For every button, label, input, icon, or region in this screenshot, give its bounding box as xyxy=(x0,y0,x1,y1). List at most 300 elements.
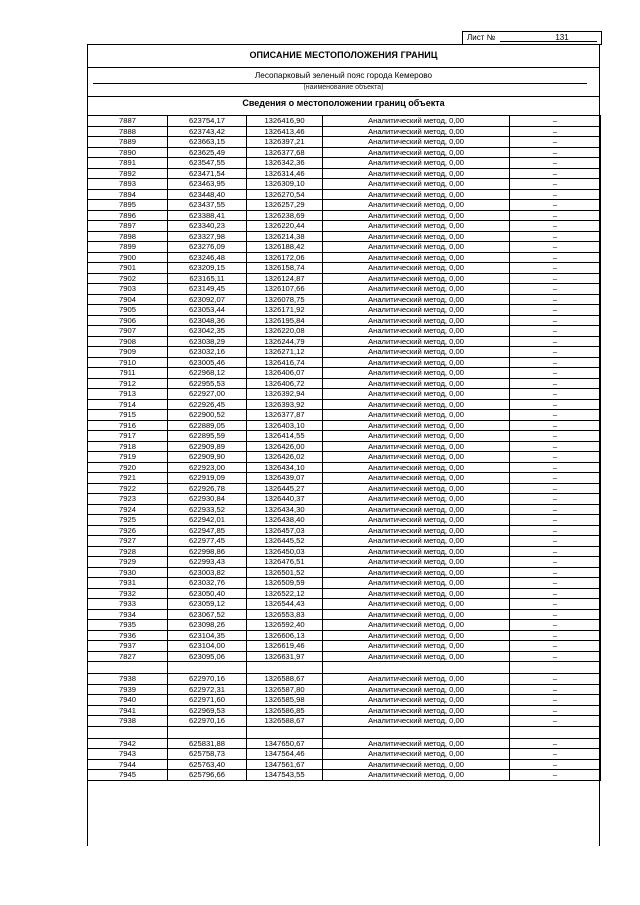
accuracy-cell: – xyxy=(510,410,601,421)
x-coordinate-cell: 623003,82 xyxy=(168,567,247,578)
method-cell: Аналитический метод, 0,00 xyxy=(323,368,510,379)
method-cell: Аналитический метод, 0,00 xyxy=(323,641,510,652)
accuracy-cell: – xyxy=(510,630,601,641)
y-coordinate-cell: 1326406,07 xyxy=(247,368,323,379)
method-cell: Аналитический метод, 0,00 xyxy=(323,578,510,589)
sheet-number-box xyxy=(462,31,602,45)
point-number-cell: 7903 xyxy=(88,284,168,295)
accuracy-cell: – xyxy=(510,294,601,305)
table-row xyxy=(88,158,601,169)
accuracy-cell: – xyxy=(510,441,601,452)
accuracy-cell: – xyxy=(510,674,601,685)
table-row xyxy=(88,357,601,368)
accuracy-cell: – xyxy=(510,252,601,263)
point-number-cell: 7940 xyxy=(88,695,168,706)
accuracy-cell: – xyxy=(510,273,601,284)
accuracy-cell: – xyxy=(510,315,601,326)
x-coordinate-cell: 622998,86 xyxy=(168,546,247,557)
table-row xyxy=(88,389,601,400)
accuracy-cell: – xyxy=(510,716,601,727)
y-coordinate-cell: 1326631,97 xyxy=(247,651,323,662)
x-coordinate-cell: 622909,90 xyxy=(168,452,247,463)
x-coordinate-cell: 622926,45 xyxy=(168,399,247,410)
blank-row xyxy=(88,726,601,738)
accuracy-cell: – xyxy=(510,179,601,190)
point-number-cell: 7943 xyxy=(88,749,168,760)
y-coordinate-cell: 1326172,06 xyxy=(247,252,323,263)
x-coordinate-cell: 623743,42 xyxy=(168,126,247,137)
x-coordinate-cell xyxy=(168,726,247,738)
y-coordinate-cell: 1326445,27 xyxy=(247,483,323,494)
accuracy-cell: – xyxy=(510,284,601,295)
point-number-cell: 7908 xyxy=(88,336,168,347)
y-coordinate-cell: 1326426,00 xyxy=(247,441,323,452)
method-cell: Аналитический метод, 0,00 xyxy=(323,294,510,305)
point-number-cell: 7924 xyxy=(88,504,168,515)
point-number-cell: 7905 xyxy=(88,305,168,316)
accuracy-cell: – xyxy=(510,305,601,316)
method-cell: Аналитический метод, 0,00 xyxy=(323,116,510,127)
y-coordinate-cell: 1326271,12 xyxy=(247,347,323,358)
table-row xyxy=(88,168,601,179)
y-coordinate-cell: 1326553,83 xyxy=(247,609,323,620)
object-name: Лесопарковый зеленый пояс города Кемерово xyxy=(254,71,433,80)
method-cell: Аналитический метод, 0,00 xyxy=(323,263,510,274)
accuracy-cell: – xyxy=(510,347,601,358)
accuracy-cell: – xyxy=(510,515,601,526)
point-number-cell: 7933 xyxy=(88,599,168,610)
method-cell: Аналитический метод, 0,00 xyxy=(323,705,510,716)
method-cell: Аналитический метод, 0,00 xyxy=(323,168,510,179)
x-coordinate-cell: 623246,48 xyxy=(168,252,247,263)
y-coordinate-cell: 1326397,21 xyxy=(247,137,323,148)
x-coordinate-cell: 623340,23 xyxy=(168,221,247,232)
y-coordinate-cell: 1326416,90 xyxy=(247,116,323,127)
method-cell: Аналитический метод, 0,00 xyxy=(323,494,510,505)
y-coordinate-cell: 1326476,51 xyxy=(247,557,323,568)
table-row xyxy=(88,399,601,410)
x-coordinate-cell: 623165,11 xyxy=(168,273,247,284)
x-coordinate-cell: 623104,35 xyxy=(168,630,247,641)
x-coordinate-cell: 623095,06 xyxy=(168,651,247,662)
accuracy-cell: – xyxy=(510,759,601,770)
point-number-cell: 7931 xyxy=(88,578,168,589)
x-coordinate-cell: 623463,95 xyxy=(168,179,247,190)
table-row xyxy=(88,504,601,515)
point-number-cell: 7927 xyxy=(88,536,168,547)
accuracy-cell: – xyxy=(510,738,601,749)
y-coordinate-cell: 1326450,03 xyxy=(247,546,323,557)
table-row xyxy=(88,525,601,536)
point-number-cell: 7910 xyxy=(88,357,168,368)
accuracy-cell: – xyxy=(510,336,601,347)
method-cell: Аналитический метод, 0,00 xyxy=(323,515,510,526)
x-coordinate-cell: 622971,60 xyxy=(168,695,247,706)
point-number-cell: 7891 xyxy=(88,158,168,169)
point-number-cell: 7942 xyxy=(88,738,168,749)
accuracy-cell: – xyxy=(510,609,601,620)
x-coordinate-cell: 622895,59 xyxy=(168,431,247,442)
point-number-cell: 7911 xyxy=(88,368,168,379)
x-coordinate-cell: 623327,98 xyxy=(168,231,247,242)
x-coordinate-cell: 623042,35 xyxy=(168,326,247,337)
y-coordinate-cell: 1326587,80 xyxy=(247,684,323,695)
table-row xyxy=(88,588,601,599)
table-row xyxy=(88,420,601,431)
table-row xyxy=(88,651,601,662)
table-row xyxy=(88,294,601,305)
table-row xyxy=(88,147,601,158)
method-cell: Аналитический метод, 0,00 xyxy=(323,231,510,242)
method-cell: Аналитический метод, 0,00 xyxy=(323,567,510,578)
point-number-cell: 7913 xyxy=(88,389,168,400)
table-row xyxy=(88,210,601,221)
method-cell: Аналитический метод, 0,00 xyxy=(323,473,510,484)
method-cell: Аналитический метод, 0,00 xyxy=(323,179,510,190)
y-coordinate-cell: 1326434,10 xyxy=(247,462,323,473)
x-coordinate-cell: 623388,41 xyxy=(168,210,247,221)
table-row xyxy=(88,284,601,295)
method-cell: Аналитический метод, 0,00 xyxy=(323,759,510,770)
x-coordinate-cell: 623005,46 xyxy=(168,357,247,368)
y-coordinate-cell: 1326413,46 xyxy=(247,126,323,137)
table-row xyxy=(88,231,601,242)
accuracy-cell: – xyxy=(510,210,601,221)
accuracy-cell: – xyxy=(510,368,601,379)
y-coordinate-cell: 1326188,42 xyxy=(247,242,323,253)
x-coordinate-cell: 622933,52 xyxy=(168,504,247,515)
x-coordinate-cell: 623053,44 xyxy=(168,305,247,316)
x-coordinate-cell: 625831,88 xyxy=(168,738,247,749)
method-cell: Аналитический метод, 0,00 xyxy=(323,326,510,337)
accuracy-cell: – xyxy=(510,588,601,599)
accuracy-cell: – xyxy=(510,168,601,179)
x-coordinate-cell: 623276,09 xyxy=(168,242,247,253)
point-number-cell: 7888 xyxy=(88,126,168,137)
accuracy-cell: – xyxy=(510,452,601,463)
table-row xyxy=(88,242,601,253)
method-cell: Аналитический метод, 0,00 xyxy=(323,452,510,463)
point-number-cell: 7907 xyxy=(88,326,168,337)
point-number-cell: 7932 xyxy=(88,588,168,599)
table-row xyxy=(88,546,601,557)
x-coordinate-cell: 622926,78 xyxy=(168,483,247,494)
point-number-cell: 7909 xyxy=(88,347,168,358)
x-coordinate-cell: 623754,17 xyxy=(168,116,247,127)
table-row xyxy=(88,705,601,716)
y-coordinate-cell xyxy=(247,662,323,674)
method-cell: Аналитический метод, 0,00 xyxy=(323,420,510,431)
method-cell: Аналитический метод, 0,00 xyxy=(323,588,510,599)
x-coordinate-cell: 622923,00 xyxy=(168,462,247,473)
x-coordinate-cell: 622968,12 xyxy=(168,368,247,379)
y-coordinate-cell: 1326377,68 xyxy=(247,147,323,158)
x-coordinate-cell: 622900,52 xyxy=(168,410,247,421)
point-number-cell: 7930 xyxy=(88,567,168,578)
accuracy-cell: – xyxy=(510,494,601,505)
accuracy-cell: – xyxy=(510,399,601,410)
table-row xyxy=(88,483,601,494)
accuracy-cell: – xyxy=(510,684,601,695)
y-coordinate-cell: 1347561,67 xyxy=(247,759,323,770)
accuracy-cell: – xyxy=(510,231,601,242)
method-cell: Аналитический метод, 0,00 xyxy=(323,126,510,137)
y-coordinate-cell: 1326406,72 xyxy=(247,378,323,389)
document-title: ОПИСАНИЕ МЕСТОПОЛОЖЕНИЯ ГРАНИЦ xyxy=(249,50,438,60)
x-coordinate-cell: 622942,01 xyxy=(168,515,247,526)
x-coordinate-cell: 623067,52 xyxy=(168,609,247,620)
x-coordinate-cell: 622947,85 xyxy=(168,525,247,536)
x-coordinate-cell: 623038,29 xyxy=(168,336,247,347)
table-row xyxy=(88,305,601,316)
point-number-cell: 7827 xyxy=(88,651,168,662)
x-coordinate-cell: 625758,73 xyxy=(168,749,247,760)
method-cell: Аналитический метод, 0,00 xyxy=(323,210,510,221)
y-coordinate-cell: 1326393,92 xyxy=(247,399,323,410)
y-coordinate-cell: 1326438,40 xyxy=(247,515,323,526)
y-coordinate-cell: 1347543,55 xyxy=(247,770,323,781)
point-number-cell: 7897 xyxy=(88,221,168,232)
accuracy-cell: – xyxy=(510,431,601,442)
y-coordinate-cell: 1326416,74 xyxy=(247,357,323,368)
x-coordinate-cell: 622972,31 xyxy=(168,684,247,695)
point-number-cell: 7934 xyxy=(88,609,168,620)
table-row xyxy=(88,347,601,358)
y-coordinate-cell: 1326585,98 xyxy=(247,695,323,706)
method-cell: Аналитический метод, 0,00 xyxy=(323,536,510,547)
x-coordinate-cell: 623098,26 xyxy=(168,620,247,631)
method-cell: Аналитический метод, 0,00 xyxy=(323,609,510,620)
x-coordinate-cell: 623547,55 xyxy=(168,158,247,169)
table-row xyxy=(88,326,601,337)
x-coordinate-cell: 622930,84 xyxy=(168,494,247,505)
y-coordinate-cell: 1326257,29 xyxy=(247,200,323,211)
accuracy-cell: – xyxy=(510,378,601,389)
table-row xyxy=(88,126,601,137)
accuracy-cell: – xyxy=(510,242,601,253)
y-coordinate-cell: 1326606,13 xyxy=(247,630,323,641)
point-number-cell: 7916 xyxy=(88,420,168,431)
accuracy-cell: – xyxy=(510,557,601,568)
table-row xyxy=(88,674,601,685)
method-cell: Аналитический метод, 0,00 xyxy=(323,716,510,727)
method-cell: Аналитический метод, 0,00 xyxy=(323,525,510,536)
table-row xyxy=(88,749,601,760)
accuracy-cell: – xyxy=(510,770,601,781)
method-cell: Аналитический метод, 0,00 xyxy=(323,630,510,641)
accuracy-cell: – xyxy=(510,473,601,484)
point-number-cell: 7900 xyxy=(88,252,168,263)
object-caption: (наименование объекта) xyxy=(303,84,384,91)
method-cell: Аналитический метод, 0,00 xyxy=(323,674,510,685)
method-cell: Аналитический метод, 0,00 xyxy=(323,599,510,610)
accuracy-cell: – xyxy=(510,620,601,631)
point-number-cell xyxy=(88,662,168,674)
method-cell: Аналитический метод, 0,00 xyxy=(323,389,510,400)
y-coordinate-cell: 1326220,08 xyxy=(247,326,323,337)
table-row xyxy=(88,759,601,770)
method-cell: Аналитический метод, 0,00 xyxy=(323,410,510,421)
y-coordinate-cell: 1326392,94 xyxy=(247,389,323,400)
table-row xyxy=(88,200,601,211)
point-number-cell: 7894 xyxy=(88,189,168,200)
table-row xyxy=(88,536,601,547)
y-coordinate-cell: 1326434,30 xyxy=(247,504,323,515)
sheet-label: Лист № xyxy=(467,33,496,42)
x-coordinate-cell: 623032,16 xyxy=(168,347,247,358)
table-row xyxy=(88,336,601,347)
y-coordinate-cell: 1326445,52 xyxy=(247,536,323,547)
coordinates-table xyxy=(87,115,601,781)
point-number-cell: 7945 xyxy=(88,770,168,781)
table-row xyxy=(88,716,601,727)
y-coordinate-cell: 1326238,69 xyxy=(247,210,323,221)
y-coordinate-cell: 1347564,46 xyxy=(247,749,323,760)
point-number-cell: 7935 xyxy=(88,620,168,631)
method-cell: Аналитический метод, 0,00 xyxy=(323,357,510,368)
method-cell: Аналитический метод, 0,00 xyxy=(323,684,510,695)
point-number-cell: 7919 xyxy=(88,452,168,463)
table-row xyxy=(88,515,601,526)
section-title: Сведения о местоположении границ объекта xyxy=(242,98,445,108)
method-cell: Аналитический метод, 0,00 xyxy=(323,137,510,148)
point-number-cell: 7925 xyxy=(88,515,168,526)
table-row xyxy=(88,137,601,148)
x-coordinate-cell: 622977,45 xyxy=(168,536,247,547)
table-row xyxy=(88,252,601,263)
accuracy-cell: – xyxy=(510,525,601,536)
point-number-cell: 7898 xyxy=(88,231,168,242)
table-row xyxy=(88,620,601,631)
x-coordinate-cell: 622955,53 xyxy=(168,378,247,389)
table-row xyxy=(88,368,601,379)
y-coordinate-cell: 1347650,67 xyxy=(247,738,323,749)
method-cell xyxy=(323,726,510,738)
x-coordinate-cell: 622969,53 xyxy=(168,705,247,716)
sheet-number: 131 xyxy=(555,33,569,42)
x-coordinate-cell xyxy=(168,662,247,674)
point-number-cell: 7923 xyxy=(88,494,168,505)
table-row xyxy=(88,609,601,620)
x-coordinate-cell: 623149,45 xyxy=(168,284,247,295)
method-cell: Аналитический метод, 0,00 xyxy=(323,651,510,662)
point-number-cell: 7912 xyxy=(88,378,168,389)
method-cell: Аналитический метод, 0,00 xyxy=(323,462,510,473)
y-coordinate-cell: 1326270,54 xyxy=(247,189,323,200)
accuracy-cell: – xyxy=(510,158,601,169)
table-row xyxy=(88,599,601,610)
point-number-cell: 7939 xyxy=(88,684,168,695)
x-coordinate-cell: 622919,09 xyxy=(168,473,247,484)
method-cell: Аналитический метод, 0,00 xyxy=(323,273,510,284)
method-cell: Аналитический метод, 0,00 xyxy=(323,749,510,760)
point-number-cell: 7918 xyxy=(88,441,168,452)
accuracy-cell: – xyxy=(510,200,601,211)
accuracy-cell: – xyxy=(510,749,601,760)
point-number-cell: 7938 xyxy=(88,674,168,685)
accuracy-cell: – xyxy=(510,263,601,274)
table-row xyxy=(88,494,601,505)
table-row xyxy=(88,557,601,568)
point-number-cell: 7938 xyxy=(88,716,168,727)
y-coordinate-cell: 1326588,67 xyxy=(247,674,323,685)
section-divider xyxy=(88,96,599,97)
accuracy-cell: – xyxy=(510,546,601,557)
blank-row xyxy=(88,662,601,674)
y-coordinate-cell: 1326586,85 xyxy=(247,705,323,716)
x-coordinate-cell: 623625,49 xyxy=(168,147,247,158)
table-row xyxy=(88,179,601,190)
table-row xyxy=(88,695,601,706)
method-cell: Аналитический метод, 0,00 xyxy=(323,441,510,452)
method-cell: Аналитический метод, 0,00 xyxy=(323,557,510,568)
method-cell: Аналитический метод, 0,00 xyxy=(323,221,510,232)
x-coordinate-cell: 622927,00 xyxy=(168,389,247,400)
y-coordinate-cell: 1326314,46 xyxy=(247,168,323,179)
point-number-cell: 7920 xyxy=(88,462,168,473)
point-number-cell: 7893 xyxy=(88,179,168,190)
table-row xyxy=(88,441,601,452)
x-coordinate-cell: 625796,66 xyxy=(168,770,247,781)
method-cell: Аналитический метод, 0,00 xyxy=(323,284,510,295)
point-number-cell: 7901 xyxy=(88,263,168,274)
table-row xyxy=(88,770,601,781)
method-cell: Аналитический метод, 0,00 xyxy=(323,620,510,631)
y-coordinate-cell: 1326440,37 xyxy=(247,494,323,505)
y-coordinate-cell: 1326588,67 xyxy=(247,716,323,727)
x-coordinate-cell: 623448,40 xyxy=(168,189,247,200)
point-number-cell: 7928 xyxy=(88,546,168,557)
accuracy-cell: – xyxy=(510,462,601,473)
x-coordinate-cell: 623048,36 xyxy=(168,315,247,326)
accuracy-cell: – xyxy=(510,578,601,589)
point-number-cell: 7892 xyxy=(88,168,168,179)
y-coordinate-cell: 1326158,74 xyxy=(247,263,323,274)
accuracy-cell xyxy=(510,662,601,674)
accuracy-cell: – xyxy=(510,137,601,148)
point-number-cell: 7896 xyxy=(88,210,168,221)
table-row xyxy=(88,431,601,442)
y-coordinate-cell xyxy=(247,726,323,738)
table-row xyxy=(88,189,601,200)
coordinates-table-body xyxy=(88,116,601,781)
accuracy-cell: – xyxy=(510,221,601,232)
accuracy-cell: – xyxy=(510,189,601,200)
y-coordinate-cell: 1326078,75 xyxy=(247,294,323,305)
table-row xyxy=(88,641,601,652)
point-number-cell: 7929 xyxy=(88,557,168,568)
method-cell: Аналитический метод, 0,00 xyxy=(323,399,510,410)
point-number-cell: 7904 xyxy=(88,294,168,305)
point-number-cell: 7921 xyxy=(88,473,168,484)
accuracy-cell: – xyxy=(510,389,601,400)
method-cell: Аналитический метод, 0,00 xyxy=(323,147,510,158)
method-cell: Аналитический метод, 0,00 xyxy=(323,252,510,263)
point-number-cell: 7895 xyxy=(88,200,168,211)
accuracy-cell: – xyxy=(510,326,601,337)
y-coordinate-cell: 1326426,02 xyxy=(247,452,323,463)
method-cell: Аналитический метод, 0,00 xyxy=(323,431,510,442)
table-row xyxy=(88,630,601,641)
x-coordinate-cell: 623209,15 xyxy=(168,263,247,274)
y-coordinate-cell: 1326439,07 xyxy=(247,473,323,484)
table-row xyxy=(88,410,601,421)
table-row xyxy=(88,473,601,484)
y-coordinate-cell: 1326309,10 xyxy=(247,179,323,190)
accuracy-cell: – xyxy=(510,705,601,716)
method-cell: Аналитический метод, 0,00 xyxy=(323,695,510,706)
table-row xyxy=(88,315,601,326)
